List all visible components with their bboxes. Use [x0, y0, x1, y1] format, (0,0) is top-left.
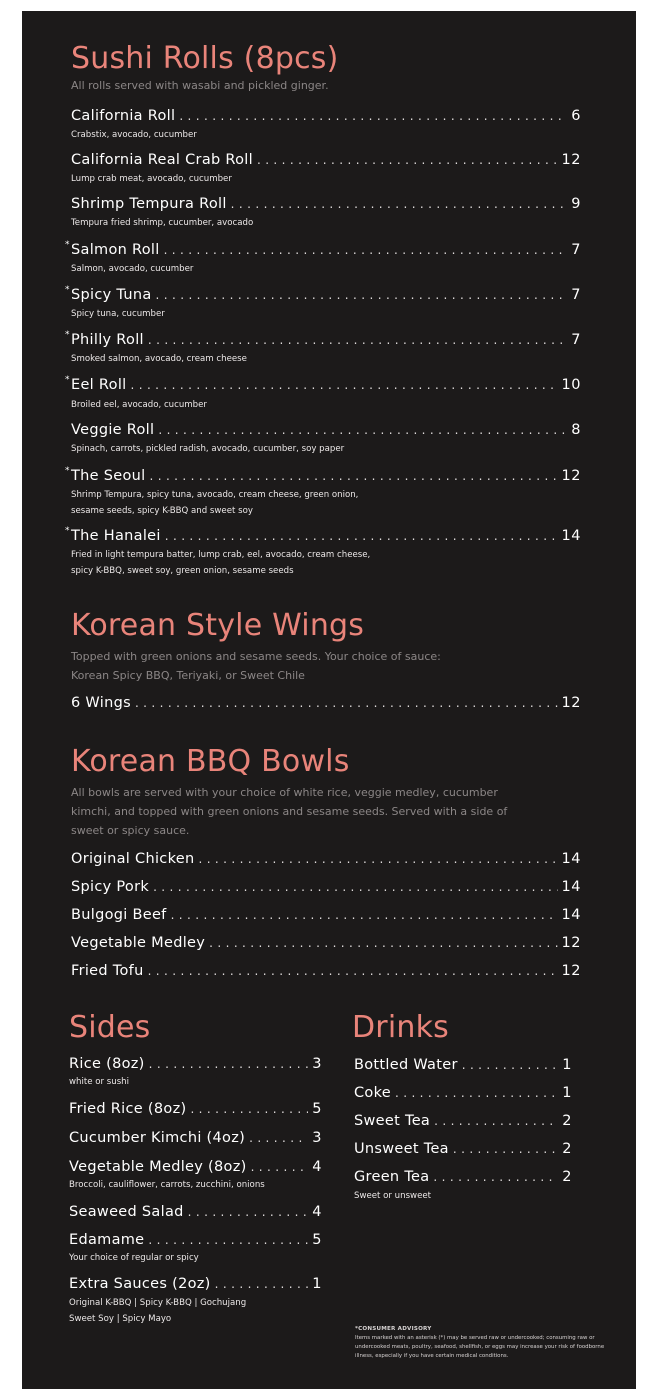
item-description: Your choice of regular or spicy	[69, 1253, 199, 1263]
item-name: Vegetable Medley	[71, 935, 206, 951]
item-price: 14	[561, 528, 581, 544]
item-name: Philly Roll	[71, 332, 144, 348]
dot-leader	[257, 153, 558, 167]
item-price: 2	[562, 1141, 572, 1157]
menu-item-the-hanalei	[65, 526, 581, 544]
item-price: 1	[562, 1057, 572, 1073]
item-name: Sweet Tea	[354, 1113, 431, 1129]
wings-section-note-line-1: Topped with green onions and sesame seeds. Your choice of sauce:	[71, 650, 441, 663]
dot-leader	[149, 1057, 309, 1071]
item-price: 7	[571, 332, 581, 348]
item-description-line-2: Sweet Soy | Spicy Mayo	[69, 1314, 172, 1324]
menu-item-fried-tofu	[71, 963, 581, 979]
item-name: Spicy Pork	[71, 879, 150, 895]
item-name: Bottled Water	[354, 1057, 458, 1073]
item-description: Salmon, avocado, cucumber	[71, 264, 194, 274]
item-description: Smoked salmon, avocado, cream cheese	[71, 354, 247, 364]
dot-leader	[251, 1160, 309, 1174]
item-price: 7	[571, 287, 581, 303]
dot-leader	[148, 964, 558, 978]
dot-leader	[153, 880, 557, 894]
item-description-line-2: spicy K-BBQ, sweet soy, green onion, sesame seeds	[71, 566, 294, 576]
item-description: Broccoli, cauliflower, carrots, zucchini, onions	[69, 1180, 265, 1190]
dot-leader	[249, 1131, 308, 1145]
dot-leader	[148, 333, 567, 347]
dot-leader	[171, 908, 558, 922]
item-name: The Seoul	[71, 468, 146, 484]
item-description: Spinach, carrots, pickled radish, avocado, cucumber, soy paper	[71, 444, 345, 454]
item-name: Extra Sauces (2oz)	[69, 1276, 211, 1292]
item-description: Fried in light tempura batter, lump crab, eel, avocado, cream cheese,	[71, 550, 371, 560]
item-price: 2	[562, 1113, 572, 1129]
item-description-line-2: sesame seeds, spicy K-BBQ and sweet soy	[71, 506, 253, 516]
side-item-extra-sauces	[69, 1276, 322, 1292]
item-name: Bulgogi Beef	[71, 907, 167, 923]
wings-section-note-line-2: Korean Spicy BBQ, Teriyaki, or Sweet Chile	[71, 669, 305, 682]
item-price: 3	[312, 1130, 322, 1146]
dot-leader	[198, 852, 557, 866]
item-price: 2	[562, 1169, 572, 1185]
drink-item-green-tea	[354, 1169, 572, 1185]
item-name: Rice (8oz)	[69, 1056, 145, 1072]
item-name: Veggie Roll	[71, 422, 155, 438]
item-price: 12	[561, 152, 581, 168]
item-price: 5	[312, 1232, 322, 1248]
consumer-advisory	[355, 1326, 620, 1361]
item-price: 1	[312, 1276, 322, 1292]
side-item-fried-rice	[69, 1101, 322, 1117]
item-name: Vegetable Medley (8oz)	[69, 1159, 247, 1175]
dot-leader	[462, 1058, 559, 1072]
menu-item-spicy-tuna	[65, 285, 581, 303]
dot-leader	[150, 469, 558, 483]
item-name: Shrimp Tempura Roll	[71, 196, 227, 212]
item-price: 7	[571, 242, 581, 258]
menu-item-eel-roll	[65, 375, 581, 393]
dot-leader	[231, 197, 568, 211]
menu-item-6-wings	[71, 695, 581, 711]
menu-item-original-chicken	[71, 851, 581, 867]
menu-item-shrimp-tempura-roll	[71, 196, 581, 212]
item-price: 1	[562, 1085, 572, 1101]
item-description: Broiled eel, avocado, cucumber	[71, 400, 207, 410]
side-item-edamame	[69, 1232, 322, 1248]
item-description: white or sushi	[69, 1077, 130, 1087]
raw-asterisk: *	[65, 375, 70, 385]
menu-item-philly-roll	[65, 330, 581, 348]
item-price: 3	[312, 1056, 322, 1072]
advisory-title: *CONSUMER ADVISORY	[355, 1326, 432, 1332]
item-description: Lump crab meat, avocado, cucumber	[71, 174, 232, 184]
item-name: Original Chicken	[71, 851, 195, 867]
menu-item-salmon-roll	[65, 240, 581, 258]
dot-leader	[130, 378, 557, 392]
item-price: 10	[561, 377, 581, 393]
menu-item-bulgogi-beef	[71, 907, 581, 923]
side-item-rice	[69, 1056, 322, 1072]
item-price: 12	[561, 695, 581, 711]
sides-section-title: Sides	[69, 1010, 151, 1045]
menu-item-the-seoul	[65, 466, 581, 484]
dot-leader	[158, 423, 567, 437]
dot-leader	[215, 1277, 309, 1291]
item-name: Unsweet Tea	[354, 1141, 449, 1157]
dot-leader	[164, 243, 568, 257]
menu-page	[22, 11, 636, 1389]
dot-leader	[453, 1142, 558, 1156]
side-item-cucumber-kimchi	[69, 1130, 322, 1146]
item-price: 14	[561, 907, 581, 923]
item-description: Original K-BBQ | Spicy K-BBQ | Gochujang	[69, 1298, 247, 1308]
dot-leader	[209, 936, 557, 950]
raw-asterisk: *	[65, 466, 70, 476]
item-price: 4	[312, 1204, 322, 1220]
item-name: Edamame	[69, 1232, 145, 1248]
item-name: California Roll	[71, 108, 176, 124]
item-description: Tempura fried shrimp, cucumber, avocado	[71, 218, 254, 228]
menu-item-veggie-roll	[71, 422, 581, 438]
drink-item-bottled-water	[354, 1057, 572, 1073]
side-item-vegetable-medley	[69, 1159, 322, 1175]
raw-asterisk: *	[65, 526, 70, 536]
dot-leader	[434, 1114, 558, 1128]
item-name: Fried Rice (8oz)	[69, 1101, 187, 1117]
item-name: 6 Wings	[71, 695, 131, 711]
dot-leader	[179, 109, 567, 123]
dot-leader	[190, 1102, 308, 1116]
dot-leader	[395, 1086, 558, 1100]
sushi-section-note: All rolls served with wasabi and pickled ginger.	[71, 79, 329, 92]
item-description: Crabstix, avocado, cucumber	[71, 130, 197, 140]
item-price: 12	[561, 935, 581, 951]
drink-item-coke	[354, 1085, 572, 1101]
item-description: Spicy tuna, cucumber	[71, 309, 165, 319]
item-price: 12	[561, 468, 581, 484]
bowls-section-note-line-1: All bowls are served with your choice of white rice, veggie medley, cucumber	[71, 786, 498, 799]
sushi-section-title: Sushi Rolls (8pcs)	[71, 41, 339, 76]
item-price: 14	[561, 851, 581, 867]
item-description: Shrimp Tempura, spicy tuna, avocado, cream cheese, green onion,	[71, 490, 359, 500]
item-name: Fried Tofu	[71, 963, 144, 979]
dot-leader	[135, 696, 558, 710]
bowls-section-note-line-3: sweet or spicy sauce.	[71, 824, 190, 837]
item-name: Eel Roll	[71, 377, 127, 393]
menu-item-spicy-pork	[71, 879, 581, 895]
item-price: 14	[561, 879, 581, 895]
item-name: Green Tea	[354, 1169, 430, 1185]
drinks-section-title: Drinks	[352, 1010, 449, 1045]
menu-item-california-roll	[71, 108, 581, 124]
bowls-section-note-line-2: kimchi, and topped with green onions and sesame seeds. Served with a side of	[71, 805, 508, 818]
drink-item-unsweet-tea	[354, 1141, 572, 1157]
dot-leader	[156, 288, 568, 302]
bowls-section-title: Korean BBQ Bowls	[71, 744, 350, 779]
menu-item-vegetable-medley	[71, 935, 581, 951]
item-description: Sweet or unsweet	[354, 1191, 432, 1201]
drink-item-sweet-tea	[354, 1113, 572, 1129]
wings-section-title: Korean Style Wings	[71, 608, 365, 643]
raw-asterisk: *	[65, 285, 70, 295]
raw-asterisk: *	[65, 330, 70, 340]
dot-leader	[148, 1233, 308, 1247]
item-name: Cucumber Kimchi (4oz)	[69, 1130, 246, 1146]
dot-leader	[433, 1170, 558, 1184]
advisory-text: Items marked with an asterisk (*) may be served raw or undercooked; consuming raw or undercooked meats, poultry, seafood, shellfish, or eggs may increase your risk of foodborne illness, especially if you have certain medical conditions.	[355, 1335, 605, 1359]
dot-leader	[165, 529, 558, 543]
item-name: California Real Crab Roll	[71, 152, 253, 168]
item-price: 4	[312, 1159, 322, 1175]
item-price: 8	[571, 422, 581, 438]
item-name: Spicy Tuna	[71, 287, 152, 303]
dot-leader	[188, 1205, 309, 1219]
raw-asterisk: *	[65, 240, 70, 250]
item-price: 6	[571, 108, 581, 124]
side-item-seaweed-salad	[69, 1204, 322, 1220]
item-price: 9	[571, 196, 581, 212]
menu-item-california-real-crab-roll	[71, 152, 581, 168]
item-name: The Hanalei	[71, 528, 161, 544]
item-name: Seaweed Salad	[69, 1204, 184, 1220]
item-name: Salmon Roll	[71, 242, 160, 258]
item-name: Coke	[354, 1085, 391, 1101]
item-price: 12	[561, 963, 581, 979]
item-price: 5	[312, 1101, 322, 1117]
